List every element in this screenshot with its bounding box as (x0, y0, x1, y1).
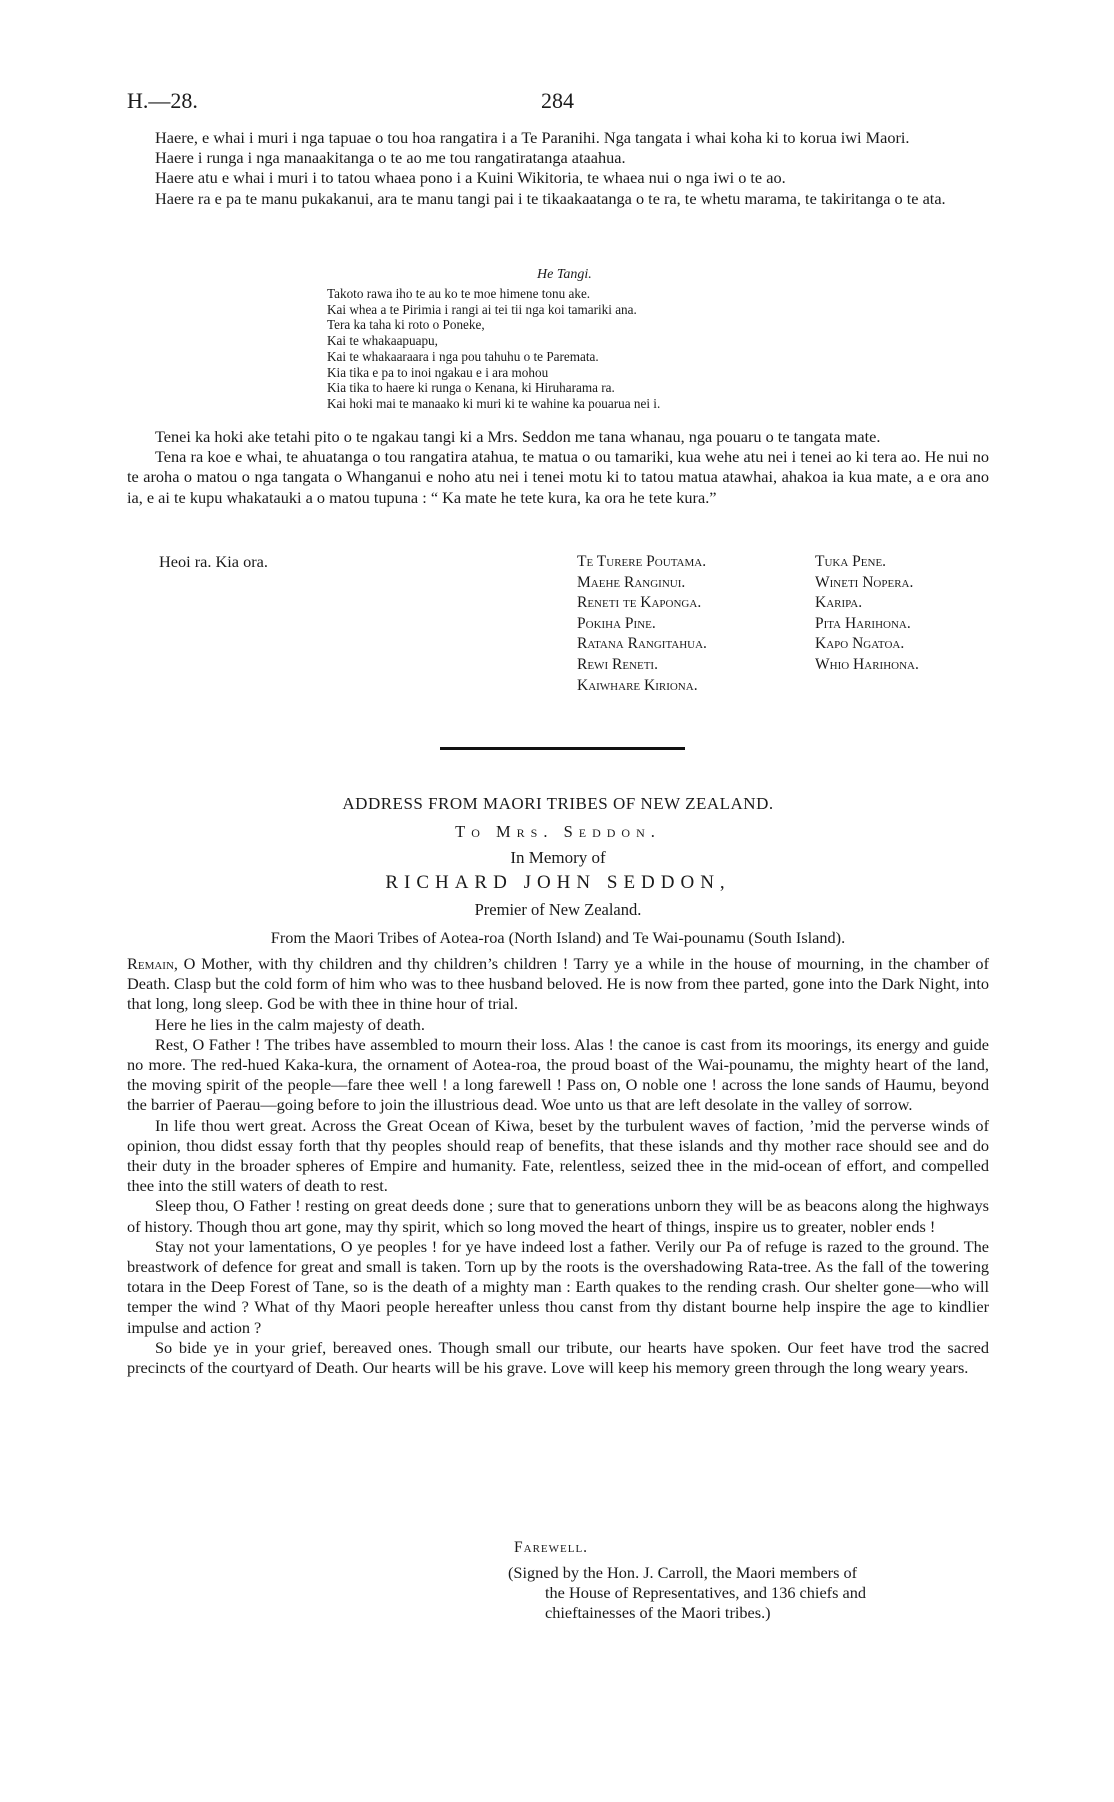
signature-line: the House of Representatives, and 136 chiefs and (545, 1583, 867, 1603)
opening-word: Remain, (127, 954, 178, 973)
signatory: Kapo Ngatoa. (815, 635, 905, 653)
signatory: Wineti Nopera. (815, 573, 914, 591)
lament-poem (327, 286, 660, 412)
lament-line: Kia tika to haere ki runga o Kenana, ki Hiruharama ra. (327, 380, 615, 396)
address-from-line: From the Maori Tribes of Aotea-roa (North Island) and Te Wai-pounamu (South Island). (270, 928, 846, 947)
letter-paragraph: Tenei ka hoki ake tetahi pito o te ngakau tangi ki a Mrs. Seddon me tana whanau, nga pouaru o te tangata mate. (155, 427, 881, 446)
letter-paragraph: Haere i runga i nga manaakitanga o te ao me tou rangatiratanga ataahua. (155, 148, 626, 168)
page-number: 284 (541, 88, 574, 113)
lament-line: Tera ka taha ki roto o Poneke, (327, 317, 485, 333)
signatories-right (815, 552, 919, 676)
lament-line: Kai hoki mai te manaako ki muri ki te wahine ka pouarua nei i. (327, 395, 661, 411)
lament-line: Kai whea a te Pirimia i rangi ai tei tii nga koi tamariki ana. (327, 301, 637, 317)
parliamentary-paper-ref: H.—28. (127, 88, 198, 113)
signatory: Karipa. (815, 594, 863, 612)
memory-line: In Memory of (510, 848, 606, 867)
honoree-name: RICHARD JOHN SEDDON, (385, 872, 731, 893)
letter-opening (127, 128, 989, 209)
letter-paragraph: Tena ra koe e whai, te ahuatanga o tou rangatira atahua, te matua o ou tamariki, kua wehe atu nei i tenei ao ki tera ao. He nui no te aroha o matou o nga tangata o Whanganui e noho atu nei i tenei motu ki to tatou matua atawhai, ahakoa ia kua mate, a e ora ano ia, e ai te kupu whakatauki a o matou tupuna : “ Ka mate he tete kura, ka ora he tete kura.” (127, 447, 989, 507)
signatory: Te Turere Poutama. (577, 553, 707, 570)
address-paragraph: In life thou wert great. Across the Great Ocean of Kiwa, beset by the turbulent waves of faction, ’mid the perverse winds of opinion, thou didst essay forth that thy peoples should reap of benefits, that these islands and thy mother race should see and do their duty in the broader spheres of Empire and humanity. Fate, relentless, seized thee in the mid-ocean of effort, and compelled thee into the still waters of death to rest. (127, 1115, 989, 1196)
signatory: Tuka Pene. (815, 553, 887, 570)
lament-line: Kai te whakaapuapu, (327, 333, 438, 349)
honoree-title: Premier of New Zealand. (474, 900, 642, 919)
signatory: Whio Harihona. (815, 655, 919, 673)
signatory: Kaiwhare Kiriona. (577, 676, 698, 694)
section-divider (440, 747, 685, 750)
opening-text: O Mother, with thy children and thy children’s children ! Tarry ye a while in the house of mourning, in the chamber of Death. Clasp but the cold form of him who was to thee husband beloved. He is now from thee parted, gone into the Dark Night, into that long, long sleep. God be with thee in thine hour of trial. (127, 954, 989, 1014)
letter-paragraph: Haere, e whai i muri i nga tapuae o tou hoa rangatira i a Te Paranihi. Nga tangata i whai koha ki to korua iwi Maori. (155, 128, 910, 147)
lament-line: Kai te whakaaraara i nga pou tahuhu o te Paremata. (327, 348, 599, 364)
letter-closing: Heoi ra. Kia ora. (159, 552, 268, 571)
signatories-left (577, 552, 707, 696)
address-paragraph: Stay not your lamentations, O ye peoples ! for ye have indeed lost a father. Verily our Pa of refuge is razed to the ground. The breastwork of defence for great and small is taken. Torn up by the roots is the overshadowing Rata-tree. As the fall of the towering totara in the Deep Forest of Tane, so is the death of a mighty man : Earth quakes to the rending crash. Our shelter gone—who will temper the wind ? What of thy Maori people hereafter unless thou canst from thy distant bourne help inspire the age to kindlier impulse and action ? (127, 1236, 989, 1337)
address-paragraph: Rest, O Father ! The tribes have assembled to mourn their loss. Alas ! the canoe is cast from its moorings, its energy and guide no more. The red-hued Kaka-kura, the ornament of Aotea-roa, the proud boast of the Wai-pounamu, the mighty heart of the land, the moving spirit of the people—fare thee well ! a long farewell ! Pass on, O noble one ! across the lone sands of Haumu, beyond the barrier of Paerau—going before to join the illustrious dead. Woe unto us that are left desolate in the valley of sorrow. (127, 1034, 989, 1115)
signatory: Pita Harihona. (815, 614, 911, 632)
letter-continuation (127, 427, 989, 508)
address-paragraph: Here he lies in the calm majesty of death. (155, 1014, 425, 1034)
address-recipient: To Mrs. Seddon. (455, 822, 661, 841)
lament-title: He Tangi. (537, 267, 592, 282)
address-title: ADDRESS FROM MAORI TRIBES OF NEW ZEALAND. (342, 794, 774, 813)
lament-line: Takoto rawa iho te au ko te moe himene tonu ake. (327, 286, 591, 301)
lament-line: Kia tika e pa to inoi ngakau e i ara mohou (327, 364, 549, 380)
signature-note (508, 1563, 968, 1624)
letter-paragraph: Haere ra e pa te manu pukakanui, ara te manu tangi pai i te tikaakaatanga o te ra, te whetu marama, te takiritanga o te ata. (155, 188, 946, 208)
signatory: Maehe Ranginui. (577, 573, 686, 591)
farewell: Farewell. (514, 1539, 589, 1556)
address-paragraph: Sleep thou, O Father ! resting on great deeds done ; sure that to generations unborn they will be as beacons along the highways of history. Though thou art gone, may thy spirit, which so long moved the heart of things, inspire us to greater, nobler ends ! (127, 1196, 989, 1236)
letter-paragraph: Haere atu e whai i muri i to tatou whaea pono i a Kuini Wikitoria, te whaea nui o nga iwi o te ao. (155, 168, 786, 188)
signatory: Ratana Rangitahua. (577, 635, 707, 653)
signature-line: (Signed by the Hon. J. Carroll, the Maori members of (508, 1563, 858, 1582)
address-paragraph (127, 954, 989, 1015)
signatory: Rewi Reneti. (577, 655, 658, 673)
signature-line: chieftainesses of the Maori tribes.) (545, 1603, 771, 1623)
signatory: Reneti te Kaponga. (577, 594, 702, 612)
address-body (127, 954, 989, 1378)
address-paragraph: So bide ye in your grief, bereaved ones. Though small our tribute, our hearts have spoken. Our feet have trod the sacred precincts of the courtyard of Death. Our hearts will be his grave. Love will keep his memory green through the long weary years. (127, 1337, 989, 1378)
signatory: Pokiha Pine. (577, 614, 656, 632)
